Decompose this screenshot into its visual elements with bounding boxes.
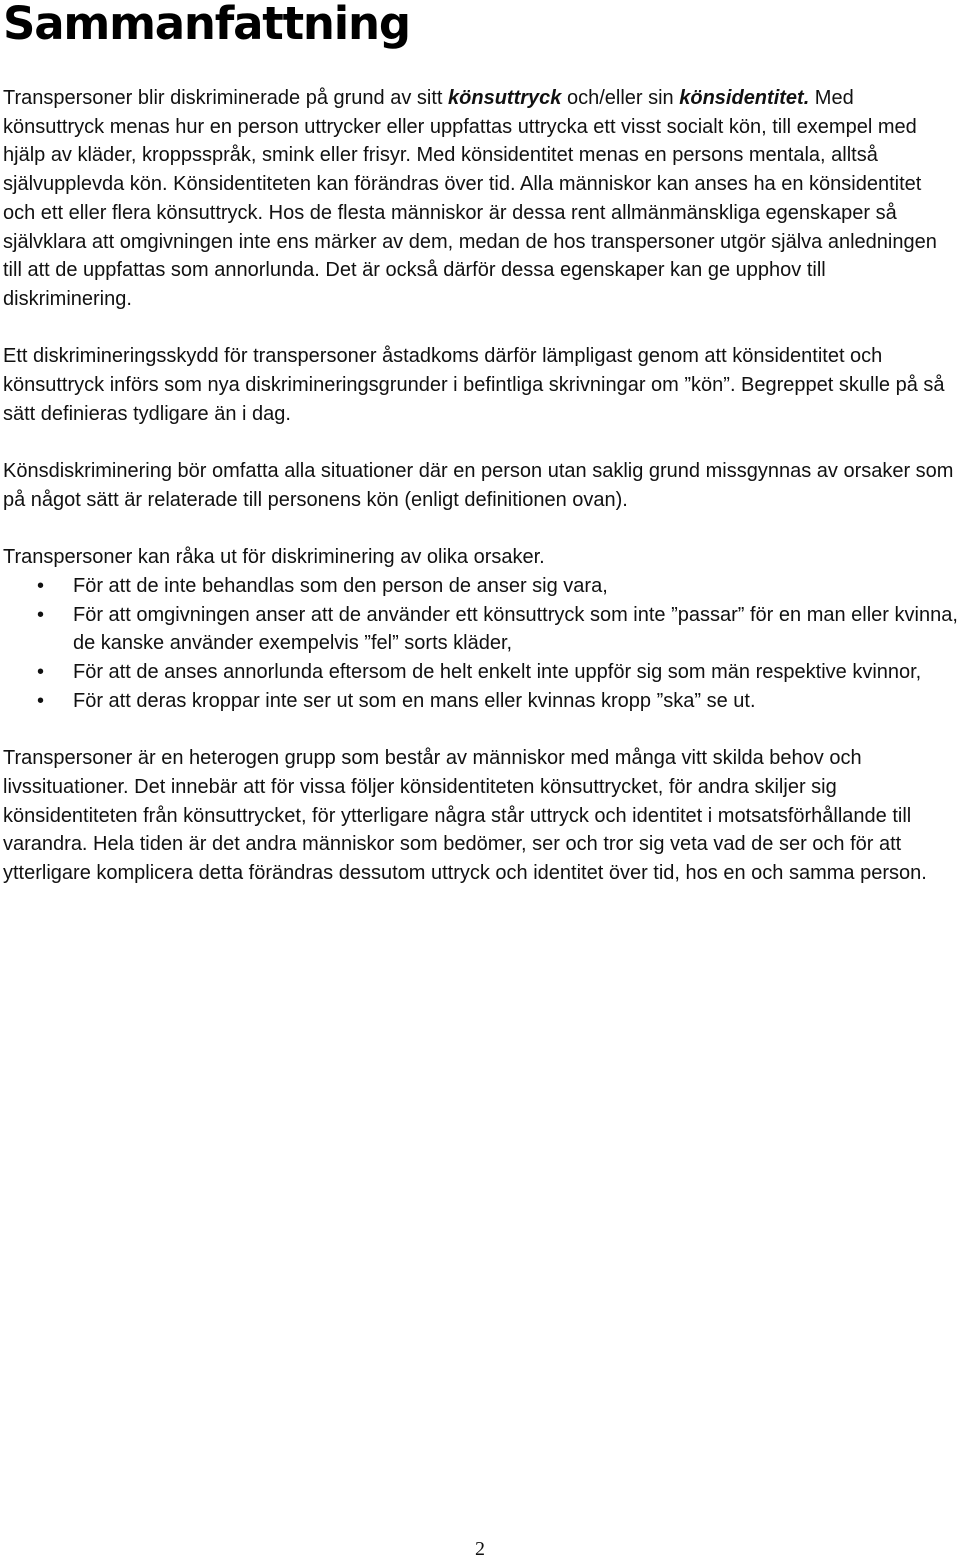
intro-text-2: och/eller sin (561, 87, 680, 109)
term-konsidentitet: könsidentitet. (679, 87, 810, 109)
bullet-icon: • (37, 574, 45, 597)
list-item (3, 601, 958, 658)
list-intro: Transpersoner kan råka ut för diskriminering av olika orsaker. (3, 546, 545, 569)
heterogeneity-paragraph: Transpersoner är en heterogen grupp som består av människor med många vitt skilda behov och livssituationer. Det innebär att för vissa följer könsidentiteten könsuttrycket, för andra skiljer sig könsidentiteten från könsuttrycket, för ytterligare några står uttryck och identitet i motsatsförhållande till varandra. Hela tiden är det andra människor som bedömer, ser och tror sig veta vad de ser och för att ytterligare komplicera detta förändras dessutom uttryck och identitet över tid, hos en och samma person. (3, 747, 927, 884)
page-title: Sammanfattning (3, 0, 410, 50)
bullet-icon: • (37, 689, 45, 712)
term-konsuttryck: könsuttryck (448, 87, 562, 109)
intro-text-3: Med könsuttryck menas hur en person uttrycker eller uppfattas uttrycka ett visst socialt kön, till exempel med hjälp av kläder, kroppsspråk, smink eller frisyr. Med könsidentitet menas en persons mentala, alltså självupplevda kön. Könsidentiteten kan förändras över tid. Alla människor kan anses ha en könsidentitet och ett eller flera könsuttryck. Hos de flesta människor är dessa rent allmänmänskliga egenskaper så självklara att omgivningen inte ens märker av dem, medan de hos transpersoner utgör själva anledningen till att de uppfattas som annorlunda. Det är också därför dessa egenskaper kan ge upphov till diskriminering. (3, 87, 937, 310)
body-text (3, 84, 958, 916)
list-item-text: För att de inte behandlas som den person de anser sig vara, (73, 574, 608, 597)
list-item-text: För att de anses annorlunda eftersom de helt enkelt inte uppför sig som män respektive kvinnor, (73, 661, 922, 684)
discrimination-paragraph: Könsdiskriminering bör omfatta alla situationer där en person utan saklig grund missgynnas av orsaker som på något sätt är relaterade till personens kön (enligt definitionen ovan). (3, 460, 954, 511)
intro-paragraph (3, 84, 958, 314)
list-item (3, 687, 958, 716)
protection-paragraph: Ett diskrimineringsskydd för transpersoner åstadkoms därför lämpligast genom att könsidentitet och könsuttryck införs som nya diskrimineringsgrunder i befintliga skrivningar om ”kön”. Begreppet skulle på så sätt definieras tydligare än i dag. (3, 345, 945, 425)
bullet-icon: • (37, 603, 45, 626)
bullet-icon: • (37, 661, 45, 684)
list-item-text: För att omgivningen anser att de använder ett könsuttryck som inte ”passar” för en man eller kvinna, de kanske använder exempelvis ”fel” sorts kläder, (73, 603, 958, 655)
reasons-list (3, 572, 958, 716)
list-item-text: För att deras kroppar inte ser ut som en mans eller kvinnas kropp ”ska” se ut. (73, 689, 756, 712)
page-number: 2 (475, 1538, 485, 1560)
intro-text-1: Transpersoner blir diskriminerade på grund av sitt (3, 87, 449, 109)
list-item (3, 658, 958, 687)
list-item (3, 572, 958, 601)
